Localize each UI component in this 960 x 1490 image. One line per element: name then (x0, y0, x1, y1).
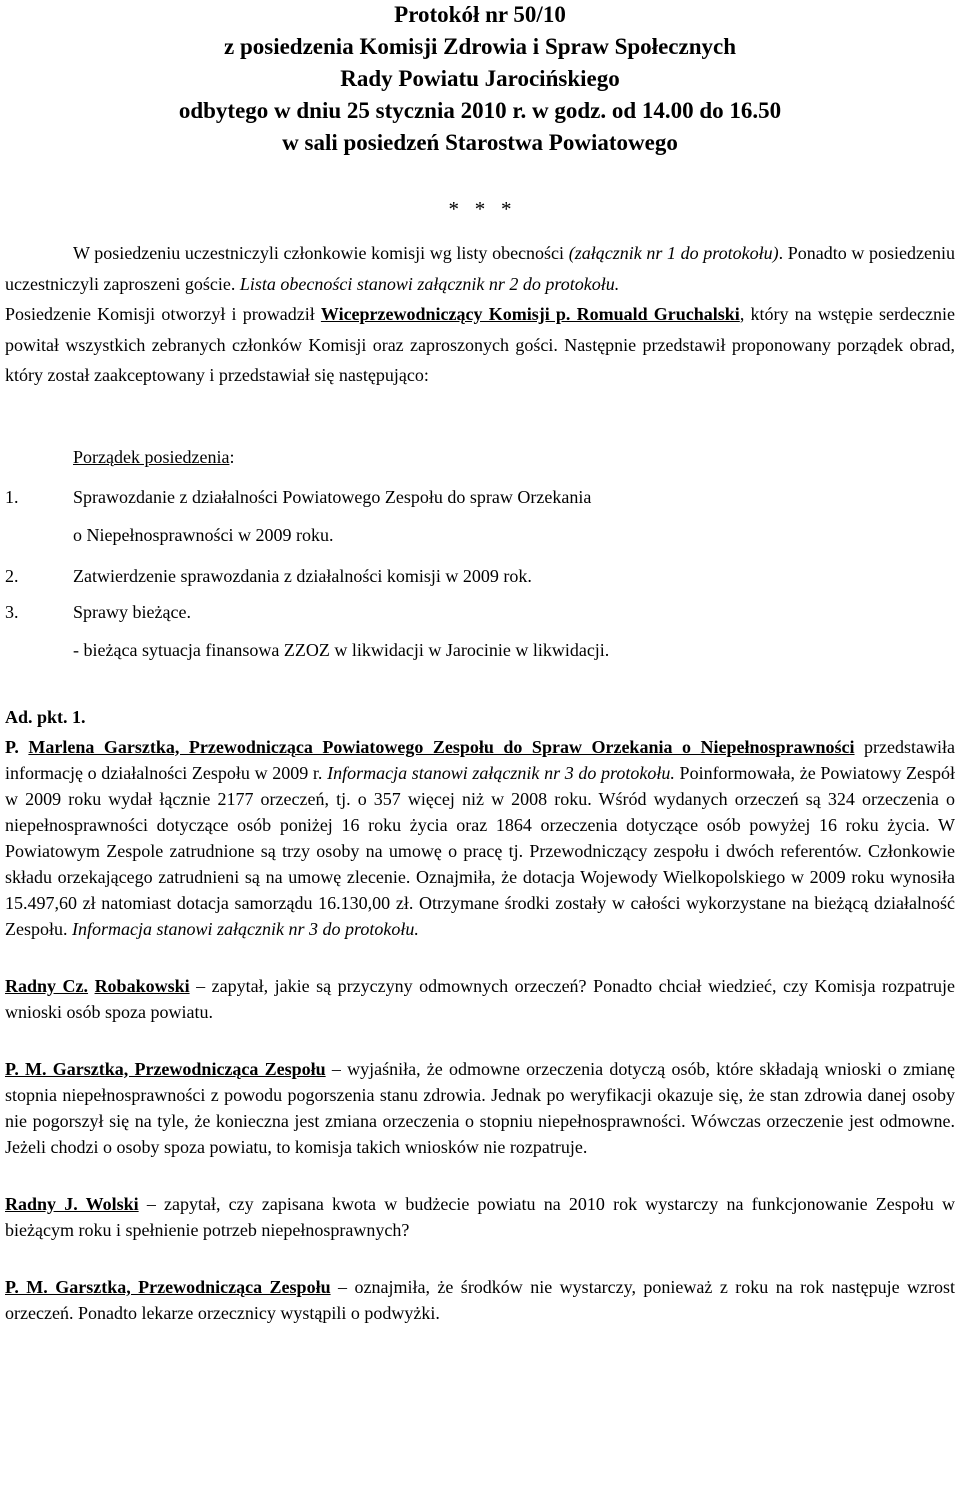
chairman-name: Wiceprzewodniczący Komisji p. Romuald Gruchalski (320, 304, 740, 324)
meeting-place: w sali posiedzeń Starostwa Powiatowego (282, 130, 678, 155)
attachment-3-ref: Informacja stanowi załącznik nr 3 do protokołu. (327, 762, 675, 783)
speaker-robakowski: Robakowski (94, 975, 190, 996)
speaker-robakowski-title: Radny Cz. (5, 975, 89, 996)
speaker-garsztka-short: P. M. Garsztka, Przewodnicząca Zespołu (5, 1058, 326, 1079)
separator-asterisks: * * * (448, 197, 512, 221)
meeting-committee: z posiedzenia Komisji Zdrowia i Spraw Społecznych (224, 34, 736, 59)
agenda-item: 3. Sprawy bieżące. (5, 601, 191, 622)
speaker-wolski: Radny J. Wolski (5, 1193, 139, 1214)
protocol-number: Protokół nr 50/10 (394, 2, 566, 27)
speaker-garsztka-short-2: P. M. Garsztka, Przewodnicząca Zespołu (5, 1276, 331, 1297)
agenda-sub-item: - bieżąca sytuacja finansowa ZZOZ w likwidacji w Jarocinie w likwidacji. (73, 639, 610, 660)
garsztka-report-paragraph: P. Marlena Garsztka, Przewodnicząca Powiatowego Zespołu do Spraw Orzekania o Niepełnosprawności przedstawiła informację o działalności Zespołu w 2009 r. Informacja stanowi załącznik nr 3 do protokołu. Poinformowała, że Powiatowy Zespół w 2009 roku wydał łącznie 2177 orzeczeń, tj. o 357 więcej niż w 2008 roku. Wśród wydanych orzeczeń są 324 orzeczenia o niepełnosprawności dotyczące osób poniżej 16 roku życia oraz 1864 orzeczenia dotyczące osób powyżej 16 roku życia. W Powiatowym Zespole zatrudnione są trzy osoby na umowę o pracę tj. Przewodniczący zespołu i dwóch referentów. Członkowie składu orzekającego zatrudnieni są na umowę zlecenie. Oznajmiła, że dotacja Wojewody Wielkopolskiego w 2009 roku wynosiła 15.497,60 zł natomiast dotacja samorządu 16.130,00 zł. Otrzymane środki zostały w całości wykorzystane na bieżącą działalność Zespołu. Informacja stanowi załącznik nr 3 do protokołu. (5, 736, 955, 939)
wolski-question-paragraph: Radny J. Wolski – zapytał, czy zapisana kwota w budżecie powiatu na 2010 rok wystarczy na funkcjonowanie Zespołu w bieżącym roku i spełnienie potrzeb niepełnosprawnych? (5, 1193, 955, 1240)
attachment-3-ref-repeat: Informacja stanowi załącznik nr 3 do protokołu. (72, 918, 419, 939)
agenda-heading: Porządek posiedzenia: (73, 446, 235, 467)
section-heading-pkt-1: Ad. pkt. 1. (5, 706, 86, 727)
agenda-item: 1. Sprawozdanie z działalności Powiatowego Zespołu do spraw Orzekania (5, 486, 592, 507)
garsztka-budget-answer-paragraph: P. M. Garsztka, Przewodnicząca Zespołu – oznajmiła, że środków nie wystarczy, ponieważ z roku na rok następuje wzrost orzeczeń. Ponadto lekarze orzecznicy wystąpili o podwyżki. (5, 1276, 955, 1323)
robakowski-question-paragraph: Radny Cz. Robakowski – zapytał, jakie są przyczyny odmownych orzeczeń? Ponadto chciał wiedzieć, czy Komisja rozpatruje wnioski osób spoza powiatu. (5, 975, 956, 1022)
speaker-garsztka: Marlena Garsztka, Przewodnicząca Powiatowego Zespołu do Spraw Orzekania o Niepełnosprawności (28, 736, 855, 757)
agenda-list (5, 479, 955, 668)
intro-paragraph-attendance: W posiedzeniu uczestniczyli członkowie komisji wg listy obecności (załącznik nr 1 do protokołu). Ponadto w posiedzeniu uczestniczyli zaproszeni goście. Lista obecności stanowi załącznik nr 2 do protokołu. (5, 243, 955, 294)
attachment-1-ref: (załącznik nr 1 do protokołu) (568, 243, 779, 263)
agenda-item-continuation: o Niepełnosprawności w 2009 roku. (73, 524, 334, 545)
council-name: Rady Powiatu Jarocińskiego (340, 66, 620, 91)
intro-paragraph-opening: Posiedzenie Komisji otworzył i prowadził Wiceprzewodniczący Komisji p. Romuald Gruchalski, który na wstępie serdecznie powitał wszystkich zebranych członków Komisji oraz zaproszonych gości. Następnie przedstawił proponowany porządek obrad, który został zaakceptowany i przedstawiał się następująco: (5, 304, 955, 385)
meeting-date-time: odbytego w dniu 25 stycznia 2010 r. w godz. od 14.00 do 16.50 (178, 98, 782, 123)
protocol-header (5, 0, 955, 159)
attachment-2-ref: Lista obecności stanowi załącznik nr 2 do protokołu. (239, 273, 620, 294)
garsztka-answer-paragraph: P. M. Garsztka, Przewodnicząca Zespołu – wyjaśniła, że odmowne orzeczenia dotyczą osób, które składają wnioski o zmianę stopnia niepełnosprawności z powodu pogorszenia stanu zdrowia. Jednak po weryfikacji okazuje się, że stan zdrowia danej osoby nie pogorszył się na tyle, że konieczna jest zmiana orzeczenia o stopniu niepełnosprawności. Wówczas orzeczenie jest odmowne. Jeżeli chodzi o osoby spoza powiatu, to komisja takich wniosków nie rozpatruje. (5, 1058, 956, 1157)
agenda-item: 2. Zatwierdzenie sprawozdania z działalności komisji w 2009 rok. (5, 565, 532, 586)
